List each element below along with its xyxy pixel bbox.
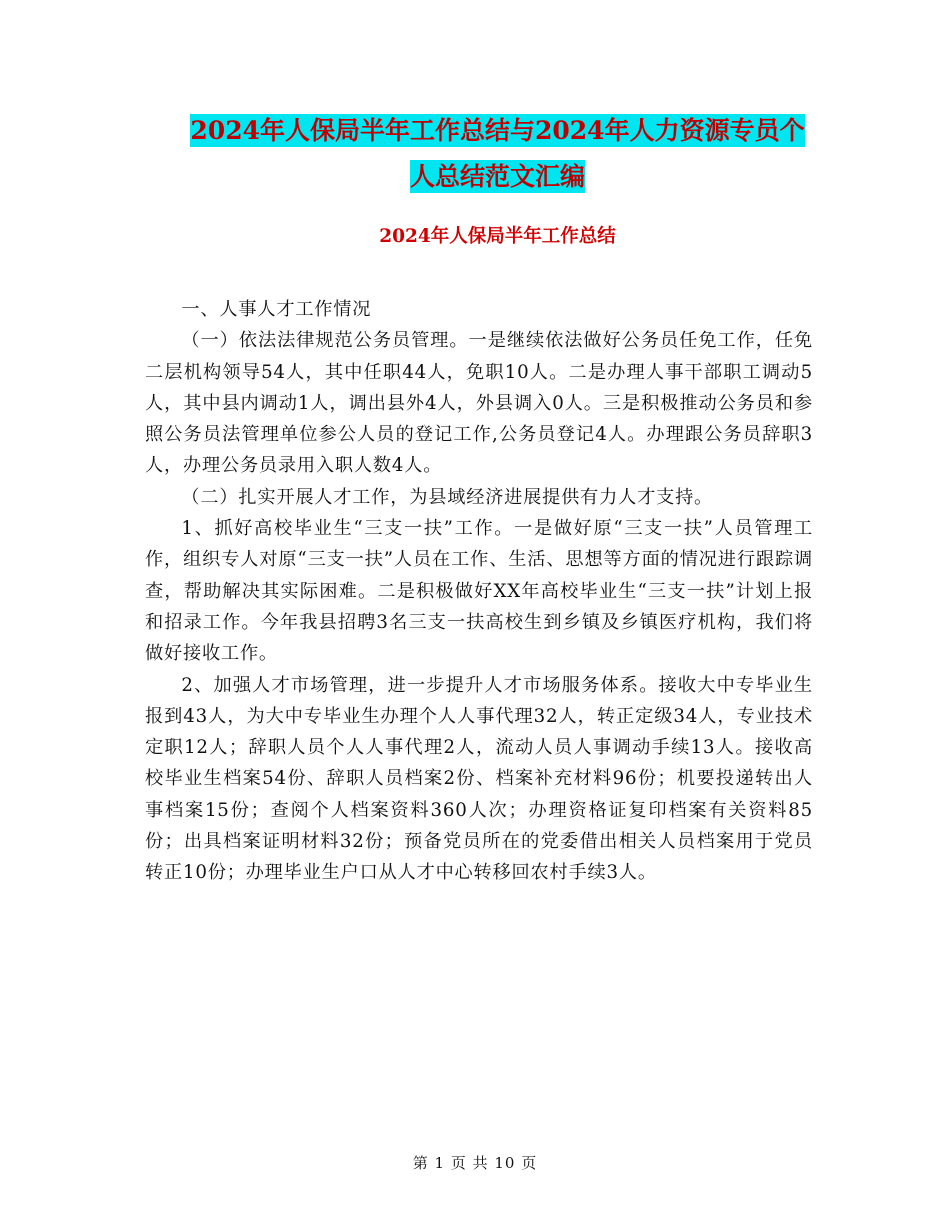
page-number-footer: 第 1 页 共 10 页 [412, 1154, 538, 1172]
paragraph: （一）依法法律规范公务员管理。一是继续依法做好公务员任免工作，任免二层机构领导54人，其中任职44人，免职10人。二是办理人事干部职工调动5人，其中县内调动1人，调出县外4人，外县调入0人。三是积极推动公务员和参照公务员法管理单位参公人员的登记工作,公务员登记4人。办理跟公务员辞职3人，办理公务员录用入职人数4人。 [145, 330, 813, 477]
document-body [145, 294, 813, 889]
paragraph: 1、抓好高校毕业生“三支一扶”工作。一是做好原“三支一扶”人员管理工作，组织专人对原“三支一扶”人员在工作、生活、思想等方面的情况进行跟踪调查，帮助解决其实际困难。二是积极做好XX年高校毕业生“三支一扶”计划上报和招录工作。今年我县招聘3名三支一扶高校生到乡镇及乡镇医疗机构，我们将做好接收工作。 [145, 518, 813, 665]
document-title-line-1: 2024年人保局半年工作总结与2024年人力资源专员个 [190, 116, 805, 145]
paragraph: （二）扎实开展人才工作，为县域经济进展提供有力人才支持。 [181, 486, 714, 508]
document-title [140, 108, 855, 200]
document-title-line-2: 人总结范文汇编 [409, 162, 585, 191]
paragraph-heading: 一、人事人才工作情况 [181, 299, 372, 320]
paragraph: 2、加强人才市场管理，进一步提升人才市场服务体系。接收大中专毕业生报到43人，为大中专毕业生办理个人人事代理32人，转正定级34人，专业技术定职12人；辞职人员个人人事代理2人，流动人员人事调动手续13人。接收高校毕业生档案54份、辞职人员档案2份、档案补充材料96份；机要投递转出人事档案15份；查阅个人档案资料360人次；办理资格证复印档案有关资料85份；出具档案证明材料32份；预备党员所在的党委借出相关人员档案用于党员转正10份；办理毕业生户口从人才中心转移回农村手续3人。 [145, 674, 813, 884]
section-title: 2024年人保局半年工作总结 [379, 226, 616, 247]
